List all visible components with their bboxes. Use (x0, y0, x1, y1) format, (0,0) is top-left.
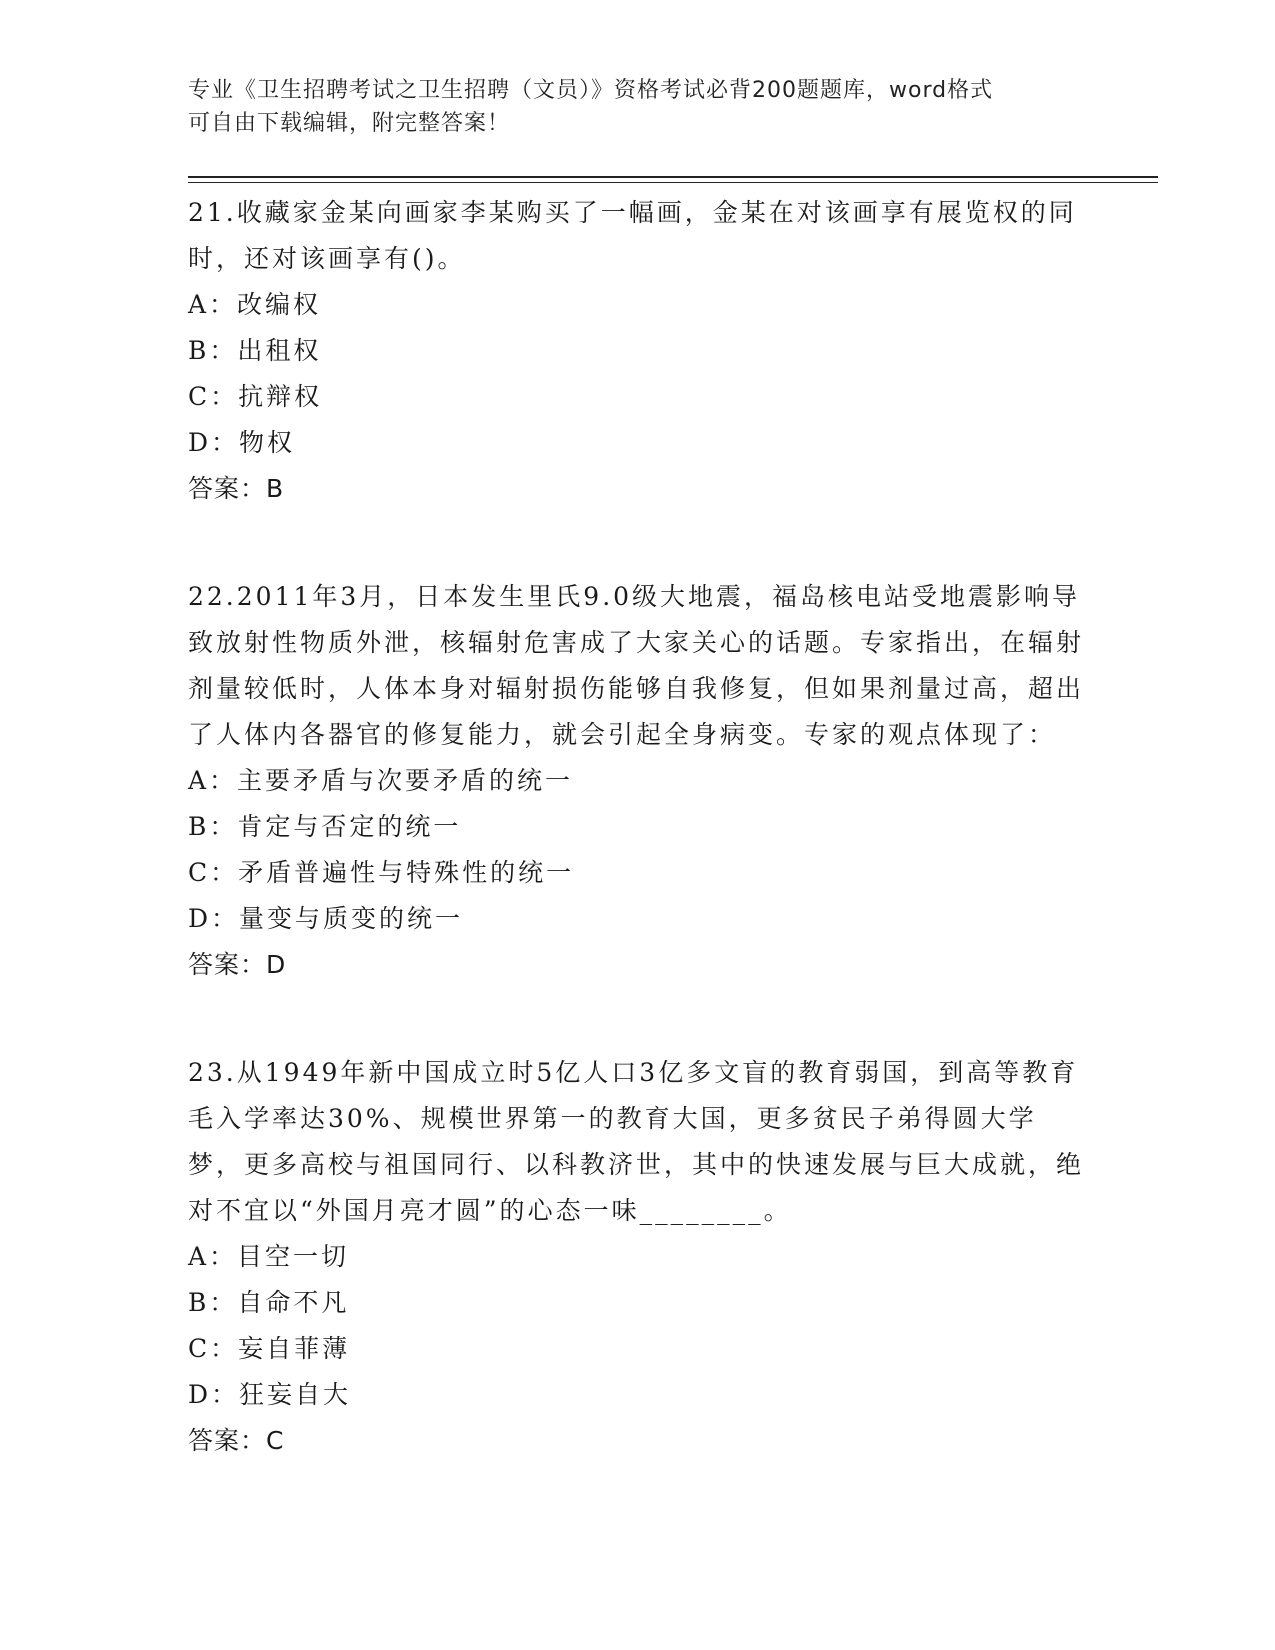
question-spacer (188, 512, 1088, 572)
header-title-line-2: 可自由下载编辑，附完整答案！ (188, 111, 511, 136)
question-text: 23.从1949年新中国成立时5亿人口3亿多文盲的教育弱国，到高等教育毛入学率达30%、规模世界第一的教育大国，更多贫民子弟得圆大学梦，更多高校与祖国同行、以科教济世，其中的快速发展与巨大成就，绝对不宜以“外国月亮才圆”的心态一味________。 (188, 1058, 1085, 1225)
answer-text: 答案：C (188, 1426, 285, 1455)
question-23 (188, 1048, 1088, 1464)
question-21 (188, 188, 1088, 512)
option-c: C：矛盾普遍性与特殊性的统一 (188, 858, 575, 887)
question-text: 22.2011年3月，日本发生里氏9.0级大地震，福岛核电站受地震影响导致放射性物质外泄，核辐射危害成了大家关心的话题。专家指出，在辐射剂量较低时，人体本身对辐射损伤能够自我修复，但如果剂量过高，超出了人体内各器官的修复能力，就会引起全身病变。专家的观点体现了： (188, 582, 1085, 749)
option-d: D：量变与质变的统一 (188, 904, 464, 933)
option-c: C：妄自菲薄 (188, 1334, 351, 1363)
option-c: C：抗辩权 (188, 382, 323, 411)
answer-text: 答案：D (188, 950, 287, 979)
option-d: D：狂妄自大 (188, 1380, 352, 1409)
header-divider-thick (188, 176, 1158, 178)
option-b: B：出租权 (188, 336, 322, 365)
question-22 (188, 572, 1088, 988)
header-divider-thin (188, 182, 1158, 183)
option-d: D：物权 (188, 428, 296, 457)
header-title-line-1: 专业《卫生招聘考试之卫生招聘（文员）》资格考试必背200题题库，word格式 (188, 78, 994, 103)
question-spacer (188, 988, 1088, 1048)
question-text: 21.收藏家金某向画家李某购买了一幅画，金某在对该画享有展览权的同时，还对该画享有()。 (188, 198, 1077, 273)
option-b: B：肯定与否定的统一 (188, 812, 462, 841)
option-a: A：主要矛盾与次要矛盾的统一 (188, 766, 574, 795)
document-header (188, 74, 1088, 140)
option-a: A：改编权 (188, 290, 322, 319)
option-b: B：自命不凡 (188, 1288, 350, 1317)
option-a: A：目空一切 (188, 1242, 350, 1271)
question-list (188, 188, 1088, 1464)
answer-text: 答案：B (188, 474, 285, 503)
